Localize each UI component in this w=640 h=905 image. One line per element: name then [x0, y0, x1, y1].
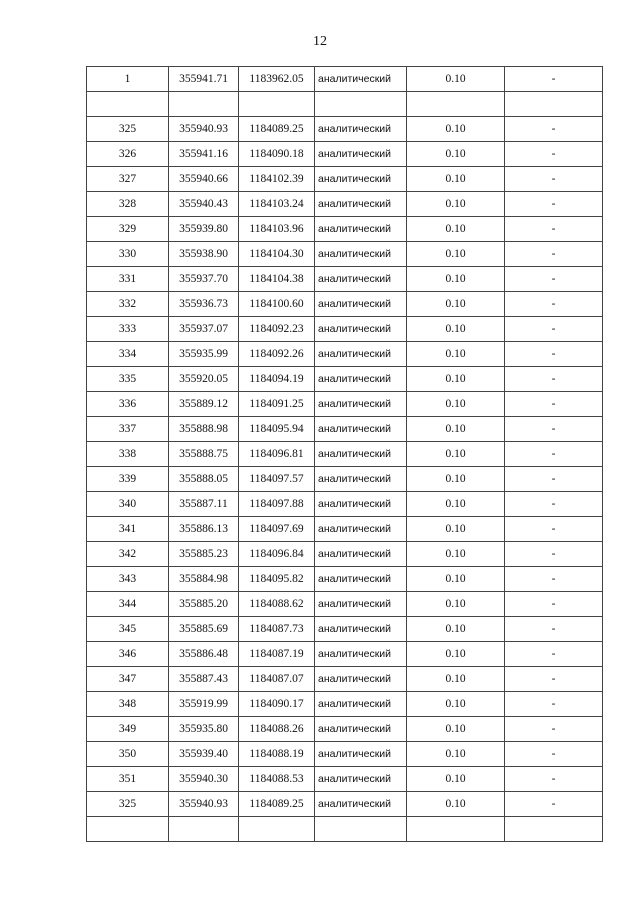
note-cell [505, 92, 603, 117]
y-coordinate-cell: 1184104.38 [239, 267, 315, 292]
precision-cell: 0.10 [407, 467, 505, 492]
note-cell: - [505, 317, 603, 342]
table-row [87, 417, 603, 442]
y-coordinate-cell: 1184088.62 [239, 592, 315, 617]
y-coordinate-cell: 1184096.84 [239, 542, 315, 567]
point-number-cell: 338 [87, 442, 169, 467]
precision-cell: 0.10 [407, 742, 505, 767]
point-number-cell: 336 [87, 392, 169, 417]
method-cell: аналитический [315, 467, 407, 492]
note-cell: - [505, 417, 603, 442]
method-cell: аналитический [315, 442, 407, 467]
note-cell: - [505, 142, 603, 167]
precision-cell: 0.10 [407, 217, 505, 242]
x-coordinate-cell: 355920.05 [169, 367, 239, 392]
y-coordinate-cell: 1184091.25 [239, 392, 315, 417]
x-coordinate-cell: 355889.12 [169, 392, 239, 417]
table-row [87, 92, 603, 117]
table-row [87, 592, 603, 617]
precision-cell: 0.10 [407, 492, 505, 517]
x-coordinate-cell [169, 817, 239, 842]
method-cell: аналитический [315, 142, 407, 167]
y-coordinate-cell: 1184103.24 [239, 192, 315, 217]
y-coordinate-cell [239, 817, 315, 842]
note-cell: - [505, 517, 603, 542]
table-row [87, 292, 603, 317]
y-coordinate-cell: 1184104.30 [239, 242, 315, 267]
precision-cell: 0.10 [407, 567, 505, 592]
x-coordinate-cell: 355935.80 [169, 717, 239, 742]
point-number-cell [87, 92, 169, 117]
note-cell: - [505, 242, 603, 267]
y-coordinate-cell: 1184090.18 [239, 142, 315, 167]
precision-cell: 0.10 [407, 242, 505, 267]
method-cell: аналитический [315, 217, 407, 242]
y-coordinate-cell: 1184103.96 [239, 217, 315, 242]
note-cell: - [505, 217, 603, 242]
point-number-cell: 345 [87, 617, 169, 642]
x-coordinate-cell: 355885.69 [169, 617, 239, 642]
table-row [87, 317, 603, 342]
coordinates-table-body [87, 67, 603, 842]
x-coordinate-cell: 355888.98 [169, 417, 239, 442]
table-row [87, 617, 603, 642]
note-cell: - [505, 642, 603, 667]
table-row [87, 692, 603, 717]
x-coordinate-cell: 355939.80 [169, 217, 239, 242]
y-coordinate-cell: 1184095.94 [239, 417, 315, 442]
table-row [87, 467, 603, 492]
note-cell: - [505, 292, 603, 317]
method-cell: аналитический [315, 317, 407, 342]
precision-cell: 0.10 [407, 792, 505, 817]
precision-cell: 0.10 [407, 417, 505, 442]
note-cell: - [505, 542, 603, 567]
precision-cell: 0.10 [407, 542, 505, 567]
table-row [87, 567, 603, 592]
point-number-cell: 347 [87, 667, 169, 692]
precision-cell: 0.10 [407, 517, 505, 542]
table-row [87, 167, 603, 192]
precision-cell: 0.10 [407, 192, 505, 217]
point-number-cell: 327 [87, 167, 169, 192]
x-coordinate-cell: 355940.43 [169, 192, 239, 217]
note-cell: - [505, 692, 603, 717]
method-cell: аналитический [315, 742, 407, 767]
method-cell: аналитический [315, 592, 407, 617]
point-number-cell: 332 [87, 292, 169, 317]
point-number-cell: 350 [87, 742, 169, 767]
table-row [87, 142, 603, 167]
precision-cell: 0.10 [407, 392, 505, 417]
method-cell: аналитический [315, 242, 407, 267]
x-coordinate-cell: 355886.48 [169, 642, 239, 667]
precision-cell: 0.10 [407, 142, 505, 167]
point-number-cell [87, 817, 169, 842]
point-number-cell: 349 [87, 717, 169, 742]
table-row [87, 742, 603, 767]
method-cell: аналитический [315, 717, 407, 742]
note-cell: - [505, 192, 603, 217]
method-cell: аналитический [315, 492, 407, 517]
note-cell: - [505, 367, 603, 392]
x-coordinate-cell: 355884.98 [169, 567, 239, 592]
note-cell: - [505, 167, 603, 192]
precision-cell: 0.10 [407, 67, 505, 92]
note-cell [505, 817, 603, 842]
method-cell: аналитический [315, 517, 407, 542]
method-cell: аналитический [315, 542, 407, 567]
point-number-cell: 348 [87, 692, 169, 717]
table-row [87, 767, 603, 792]
x-coordinate-cell: 355941.16 [169, 142, 239, 167]
y-coordinate-cell: 1184100.60 [239, 292, 315, 317]
point-number-cell: 334 [87, 342, 169, 367]
y-coordinate-cell: 1183962.05 [239, 67, 315, 92]
y-coordinate-cell: 1184095.82 [239, 567, 315, 592]
point-number-cell: 333 [87, 317, 169, 342]
precision-cell: 0.10 [407, 642, 505, 667]
note-cell: - [505, 442, 603, 467]
table-row [87, 342, 603, 367]
method-cell: аналитический [315, 192, 407, 217]
point-number-cell: 343 [87, 567, 169, 592]
method-cell: аналитический [315, 417, 407, 442]
table-row [87, 717, 603, 742]
precision-cell: 0.10 [407, 167, 505, 192]
method-cell: аналитический [315, 392, 407, 417]
method-cell: аналитический [315, 342, 407, 367]
table-row [87, 117, 603, 142]
x-coordinate-cell: 355941.71 [169, 67, 239, 92]
method-cell: аналитический [315, 117, 407, 142]
note-cell: - [505, 767, 603, 792]
table-row [87, 392, 603, 417]
y-coordinate-cell: 1184097.69 [239, 517, 315, 542]
x-coordinate-cell: 355940.30 [169, 767, 239, 792]
point-number-cell: 342 [87, 542, 169, 567]
method-cell: аналитический [315, 667, 407, 692]
table-row [87, 367, 603, 392]
table-row [87, 542, 603, 567]
note-cell: - [505, 117, 603, 142]
y-coordinate-cell: 1184088.26 [239, 717, 315, 742]
note-cell: - [505, 492, 603, 517]
x-coordinate-cell: 355940.93 [169, 117, 239, 142]
point-number-cell: 340 [87, 492, 169, 517]
page-number: 12 [313, 34, 327, 49]
precision-cell: 0.10 [407, 342, 505, 367]
precision-cell [407, 817, 505, 842]
precision-cell: 0.10 [407, 592, 505, 617]
point-number-cell: 329 [87, 217, 169, 242]
y-coordinate-cell: 1184087.07 [239, 667, 315, 692]
point-number-cell: 341 [87, 517, 169, 542]
x-coordinate-cell: 355940.66 [169, 167, 239, 192]
y-coordinate-cell: 1184088.53 [239, 767, 315, 792]
table-row [87, 242, 603, 267]
method-cell: аналитический [315, 567, 407, 592]
table-row [87, 192, 603, 217]
point-number-cell: 346 [87, 642, 169, 667]
precision-cell: 0.10 [407, 292, 505, 317]
precision-cell: 0.10 [407, 667, 505, 692]
y-coordinate-cell: 1184087.73 [239, 617, 315, 642]
x-coordinate-cell: 355887.43 [169, 667, 239, 692]
note-cell: - [505, 592, 603, 617]
table-row [87, 792, 603, 817]
precision-cell: 0.10 [407, 117, 505, 142]
note-cell: - [505, 342, 603, 367]
x-coordinate-cell: 355885.23 [169, 542, 239, 567]
method-cell: аналитический [315, 792, 407, 817]
note-cell: - [505, 467, 603, 492]
table-row [87, 642, 603, 667]
y-coordinate-cell: 1184089.25 [239, 117, 315, 142]
x-coordinate-cell: 355886.13 [169, 517, 239, 542]
note-cell: - [505, 717, 603, 742]
precision-cell: 0.10 [407, 692, 505, 717]
x-coordinate-cell: 355937.07 [169, 317, 239, 342]
note-cell: - [505, 667, 603, 692]
point-number-cell: 335 [87, 367, 169, 392]
precision-cell: 0.10 [407, 267, 505, 292]
y-coordinate-cell: 1184092.26 [239, 342, 315, 367]
method-cell: аналитический [315, 367, 407, 392]
precision-cell: 0.10 [407, 767, 505, 792]
note-cell: - [505, 742, 603, 767]
note-cell: - [505, 617, 603, 642]
y-coordinate-cell: 1184087.19 [239, 642, 315, 667]
point-number-cell: 344 [87, 592, 169, 617]
x-coordinate-cell: 355937.70 [169, 267, 239, 292]
note-cell: - [505, 67, 603, 92]
method-cell: аналитический [315, 292, 407, 317]
method-cell: аналитический [315, 767, 407, 792]
method-cell: аналитический [315, 67, 407, 92]
y-coordinate-cell: 1184097.57 [239, 467, 315, 492]
point-number-cell: 325 [87, 117, 169, 142]
table-row [87, 817, 603, 842]
note-cell: - [505, 567, 603, 592]
point-number-cell: 351 [87, 767, 169, 792]
method-cell [315, 92, 407, 117]
point-number-cell: 328 [87, 192, 169, 217]
x-coordinate-cell: 355939.40 [169, 742, 239, 767]
precision-cell: 0.10 [407, 442, 505, 467]
method-cell: аналитический [315, 167, 407, 192]
method-cell: аналитический [315, 267, 407, 292]
precision-cell: 0.10 [407, 367, 505, 392]
y-coordinate-cell: 1184090.17 [239, 692, 315, 717]
y-coordinate-cell: 1184089.25 [239, 792, 315, 817]
method-cell [315, 817, 407, 842]
point-number-cell: 1 [87, 67, 169, 92]
point-number-cell: 339 [87, 467, 169, 492]
precision-cell: 0.10 [407, 317, 505, 342]
coordinates-table [86, 66, 603, 842]
x-coordinate-cell: 355935.99 [169, 342, 239, 367]
x-coordinate-cell: 355887.11 [169, 492, 239, 517]
x-coordinate-cell: 355885.20 [169, 592, 239, 617]
y-coordinate-cell: 1184097.88 [239, 492, 315, 517]
note-cell: - [505, 392, 603, 417]
y-coordinate-cell: 1184088.19 [239, 742, 315, 767]
table-row [87, 267, 603, 292]
point-number-cell: 325 [87, 792, 169, 817]
table-row [87, 517, 603, 542]
x-coordinate-cell [169, 92, 239, 117]
method-cell: аналитический [315, 617, 407, 642]
note-cell: - [505, 792, 603, 817]
x-coordinate-cell: 355888.75 [169, 442, 239, 467]
y-coordinate-cell: 1184092.23 [239, 317, 315, 342]
point-number-cell: 331 [87, 267, 169, 292]
y-coordinate-cell: 1184096.81 [239, 442, 315, 467]
precision-cell [407, 92, 505, 117]
table-row [87, 67, 603, 92]
point-number-cell: 326 [87, 142, 169, 167]
y-coordinate-cell: 1184094.19 [239, 367, 315, 392]
table-row [87, 442, 603, 467]
precision-cell: 0.10 [407, 717, 505, 742]
method-cell: аналитический [315, 642, 407, 667]
precision-cell: 0.10 [407, 617, 505, 642]
x-coordinate-cell: 355936.73 [169, 292, 239, 317]
x-coordinate-cell: 355888.05 [169, 467, 239, 492]
x-coordinate-cell: 355938.90 [169, 242, 239, 267]
y-coordinate-cell: 1184102.39 [239, 167, 315, 192]
table-row [87, 492, 603, 517]
point-number-cell: 330 [87, 242, 169, 267]
y-coordinate-cell [239, 92, 315, 117]
note-cell: - [505, 267, 603, 292]
point-number-cell: 337 [87, 417, 169, 442]
table-row [87, 667, 603, 692]
x-coordinate-cell: 355919.99 [169, 692, 239, 717]
method-cell: аналитический [315, 692, 407, 717]
x-coordinate-cell: 355940.93 [169, 792, 239, 817]
table-row [87, 217, 603, 242]
